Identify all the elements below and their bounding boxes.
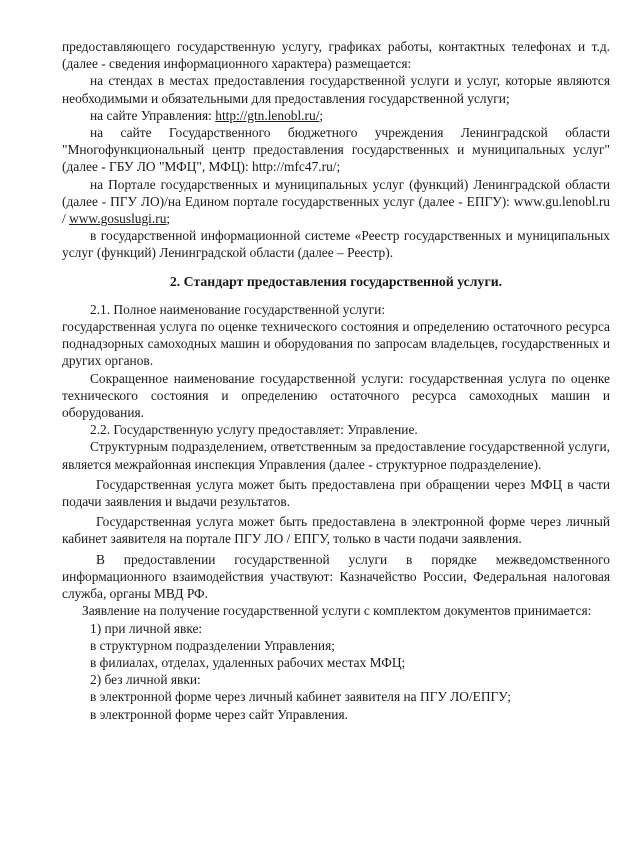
document-page (62, 38, 610, 723)
paragraph-mfc: Государственная услуга может быть предоставлена при обращении через МФЦ в части подачи заявления и выдачи результатов. (62, 476, 610, 510)
site-upravlenie-text: на сайте Управления: (90, 107, 216, 123)
link-gtn-lenobl[interactable]: http://gtn.lenobl.ru/ (215, 107, 320, 123)
paragraph-full-name: государственная услуга по оценке технического состояния и определению остаточного ресурса поднадзорных самоходных машин и оборудования по запросам владельцев, государственных и других органов. (62, 319, 610, 369)
portals-text: на Портале государственных и муниципальных услуг (функций) Ленинградской области (далее - ПГУ ЛО)/на Едином портале государственных услуг (далее - ЕПГУ): www.gu.lenobl.ru / (62, 176, 610, 227)
paragraph-2-1: 2.1. Полное наименование государственной услуги: (90, 301, 386, 317)
portals-suffix: ; (166, 211, 171, 227)
paragraph-electronic: Государственная услуга может быть предоставлена в электронной форме через личный кабинет заявителя на портале ПГУ ЛО / ЕПГУ, только в части подачи заявления. (62, 514, 610, 547)
paragraph-stands: на стендах в местах предоставления государственной услуги и услуг, которые являются необходимыми и обязательными для предоставления государственной услуги; (62, 73, 610, 106)
paragraph-2-2: 2.2. Государственную услугу предоставляет: Управление. (90, 422, 418, 438)
paragraph-structural-unit: Структурным подразделением, ответственным за предоставление государственной услуги, является межрайонная инспекция Управления (далее - структурное подразделение). (62, 439, 610, 472)
section-heading-standard: 2. Стандарт предоставления государственной услуги. (169, 273, 503, 289)
link-gosuslugi[interactable]: www.gosuslugi.ru (69, 211, 167, 227)
list-item: в филиалах, отделах, удаленных рабочих местах МФЦ; (90, 654, 406, 670)
paragraph-site-upravlenie (62, 107, 610, 124)
application-list (62, 620, 610, 723)
paragraph-interagency: В предоставлении государственной услуги в порядке межведомственного информационного взаимодействия участвуют: Казначейство России, Федеральная налоговая служба, органы МВД РФ. (62, 551, 610, 602)
paragraph-application: Заявление на получение государственной услуги с комплектом документов принимается: (82, 603, 592, 619)
paragraph-info-placement: предоставляющего государственную услугу, графиках работы, контактных телефонах и т.д. (далее - сведения информационного характера) размещается: (62, 39, 610, 72)
paragraph-short-name: Сокращенное наименование государственной услуги: государственная услуга по оценке технического состояния и определению остаточного ресурса самоходных машин и оборудования. (62, 370, 610, 421)
list-item: в электронной форме через личный кабинет заявителя на ПГУ ЛО/ЕПГУ; (90, 689, 511, 705)
list-item: 1) при личной явке: (90, 620, 203, 636)
paragraph-registry: в государственной информационной системе «Реестр государственных и муниципальных услуг (функций) Ленинградской области (далее – Реестр). (62, 228, 610, 261)
list-item: 2) без личной явки: (90, 672, 201, 688)
paragraph-mfc-site: на сайте Государственного бюджетного учреждения Ленинградской области "Многофункциональный центр предоставления государственных и муниципальных услуг" (далее - ГБУ ЛО "МФЦ", МФЦ): http://mfc47.ru/; (62, 125, 610, 175)
paragraph-portals (62, 176, 610, 228)
site-upravlenie-suffix: ; (319, 107, 324, 123)
list-item: в структурном подразделении Управления; (90, 637, 335, 653)
list-item: в электронной форме через сайт Управления. (90, 706, 348, 722)
